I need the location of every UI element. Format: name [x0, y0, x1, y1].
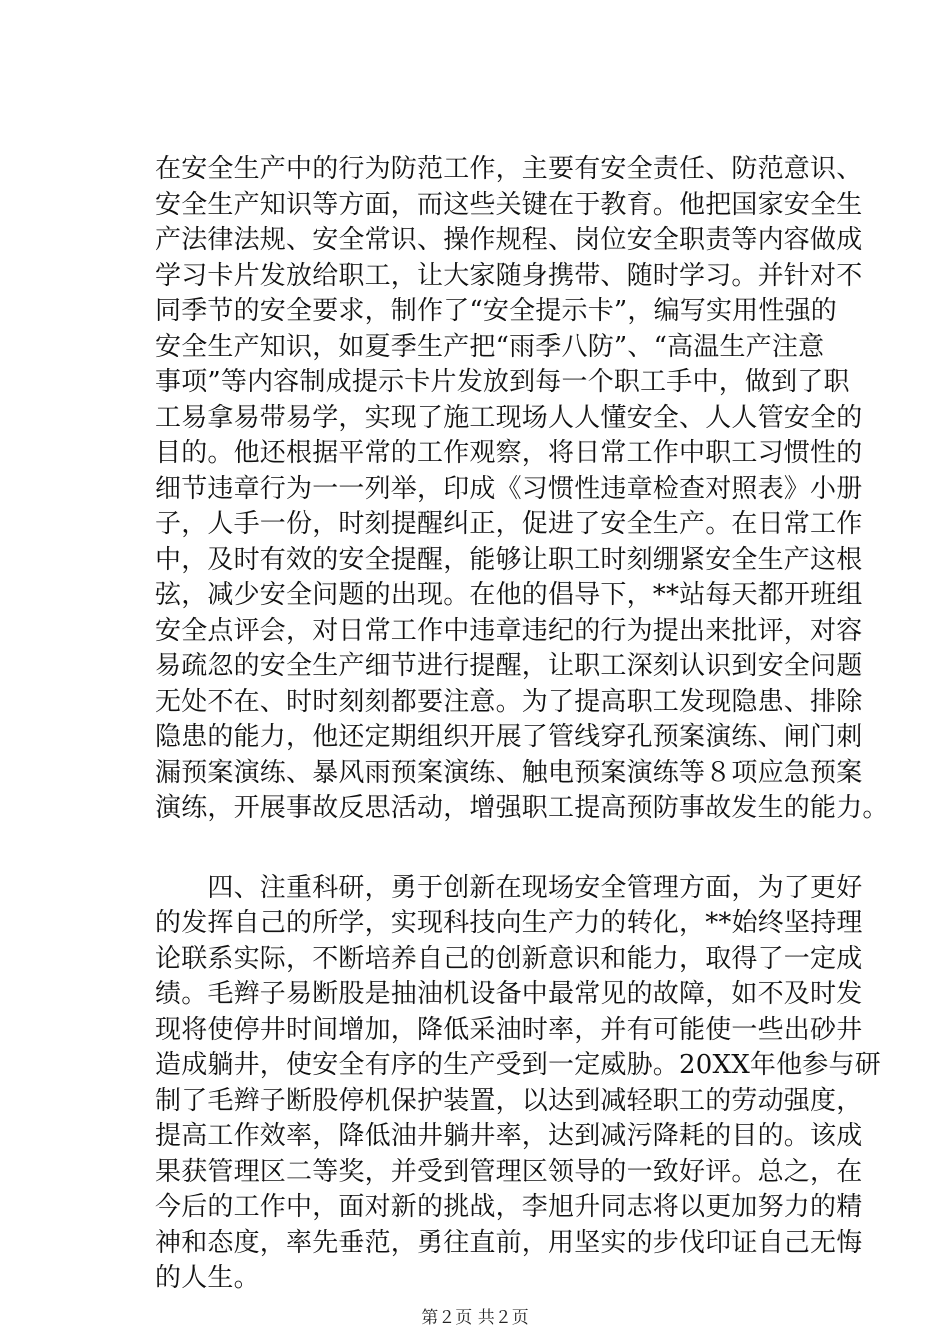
text-line: 事项”等内容制成提示卡片发放到每一个职工手中，做到了职	[155, 367, 850, 397]
paragraph-1	[155, 152, 889, 827]
text-line: 细节违章行为一一列举，印成《习惯性违章检查对照表》小册	[155, 473, 863, 504]
text-line: 工易拿易带易学，实现了施工现场人人懂安全、人人管安全的	[155, 402, 863, 433]
text-line: 的人生。	[155, 1263, 260, 1293]
text-line: 子，人手一份，时刻提醒纠正，促进了安全生产。在日常工作	[155, 509, 863, 539]
text-line: 弦，减少安全问题的出现。在他的倡导下，**站每天都开班组	[155, 580, 863, 610]
text-line: 同季节的安全要求，制作了“安全提示卡”，编写实用性强的	[155, 296, 837, 326]
text-line: 安全生产知识等方面，而这些关键在于教育。他把国家安全生	[155, 189, 863, 220]
text-line: 学习卡片发放给职工，让大家随身携带、随时学习。并针对不	[155, 260, 863, 291]
text-line: 提高工作效率，降低油井躺井率，达到减污降耗的目的。该成	[155, 1121, 863, 1151]
text-line: 产法律法规、安全常识、操作规程、岗位安全职责等内容做成	[155, 225, 863, 255]
text-line: 易疏忽的安全生产细节进行提醒，让职工深刻认识到安全问题	[155, 651, 863, 681]
paragraph-2	[155, 871, 881, 1297]
text-line: 制了毛辫子断股停机保护装置，以达到减轻职工的劳动强度，	[155, 1085, 863, 1116]
text-line: 目的。他还根据平常的工作观察，将日常工作中职工习惯性的	[155, 438, 863, 468]
text-line: 现将使停井时间增加，降低采油时率，并有可能使一些出砂井	[155, 1014, 863, 1045]
text-line: 中，及时有效的安全提醒，能够让职工时刻绷紧安全生产这根	[155, 544, 863, 575]
text-line: 造成躺井，使安全有序的生产受到一定威胁。20XX年他参与研	[155, 1050, 881, 1080]
document-body	[155, 152, 889, 1297]
text-line: 绩。毛辫子易断股是抽油机设备中最常见的故障，如不及时发	[155, 979, 863, 1009]
text-line: 安全点评会，对日常工作中违章违纪的行为提出来批评，对容	[155, 615, 863, 646]
paragraph-spacer	[155, 827, 835, 871]
text-line: 演练，开展事故反思活动，增强职工提高预防事故发生的能力。	[155, 793, 889, 823]
text-line: 无处不在、时时刻刻都要注意。为了提高职工发现隐患、排除	[155, 686, 863, 717]
text-line: 神和态度，率先垂范，勇往直前，用坚实的步伐印证自己无悔	[155, 1227, 863, 1258]
text-line: 的发挥自己的所学，实现科技向生产力的转化，**始终坚持理	[155, 908, 863, 938]
text-line: 安全生产知识，如夏季生产把“雨季八防”、“高温生产注意	[155, 331, 825, 362]
text-line: 果获管理区二等奖，并受到管理区领导的一致好评。总之，在	[155, 1156, 863, 1187]
page-number-footer: 第２页 共２页	[421, 1308, 529, 1328]
text-line: 在安全生产中的行为防范工作，主要有安全责任、防范意识、	[155, 154, 863, 184]
text-line: 漏预案演练、暴风雨预案演练、触电预案演练等８项应急预案	[155, 757, 863, 788]
text-line: 隐患的能力，他还定期组织开展了管线穿孔预案演练、闸门刺	[155, 722, 863, 752]
text-line: 四、注重科研，勇于创新在现场安全管理方面，为了更好	[155, 872, 863, 903]
text-line: 论联系实际，不断培养自己的创新意识和能力，取得了一定成	[155, 943, 863, 974]
text-line: 今后的工作中，面对新的挑战，李旭升同志将以更加努力的精	[155, 1192, 863, 1222]
